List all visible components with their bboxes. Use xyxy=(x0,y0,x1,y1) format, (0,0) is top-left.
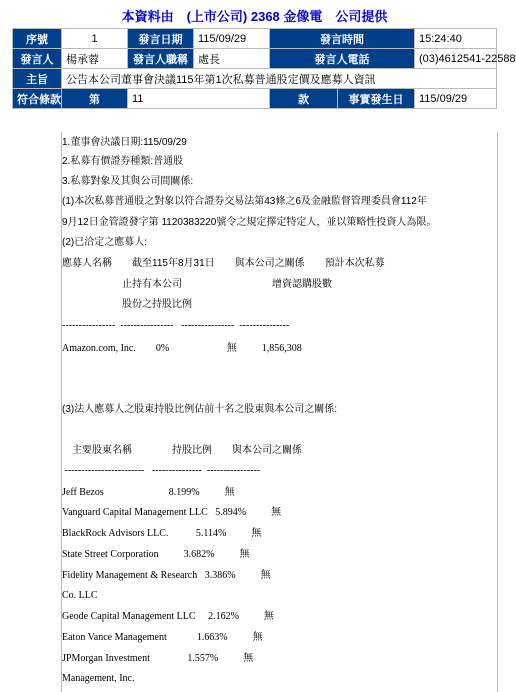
description-line: ---------------- ---------------- ---------------- --------------- xyxy=(62,320,290,331)
description-line: Geode Capital Management LLC 2.162% 無 xyxy=(62,611,274,622)
speaker-title-value: 處長 xyxy=(194,49,270,69)
description-line: ------------------------ --------------- ---------------- xyxy=(62,465,261,476)
description-line: (3)法人應募人之股東持股比例佔前十名之股東與本公司之關係: xyxy=(62,404,337,415)
description-line: 3.私募對象及其與公司間關係: xyxy=(62,176,194,187)
speaker-label: 發言人 xyxy=(13,49,62,69)
description-line: Amazon.com, Inc. 0% 無 1,856,308 xyxy=(62,343,302,354)
info-row-1 xyxy=(13,29,497,49)
info-table xyxy=(12,28,516,109)
info-row-4 xyxy=(13,89,497,109)
description-line: 1.董事會決議日期:115/09/29 xyxy=(62,137,187,148)
description-line: Jeff Bezos 8.199% 無 xyxy=(62,487,235,498)
phone-value: (03)4612541-22588 xyxy=(415,49,497,69)
description-line: (2)已洽定之應募人: xyxy=(62,237,147,248)
speaker-value: 楊承蓉 xyxy=(62,49,128,69)
speaker-title-label: 發言人職稱 xyxy=(128,49,194,69)
clause-label: 符合條款 xyxy=(13,89,62,109)
description-line: Vanguard Capital Management LLC 5.894% 無 xyxy=(62,507,282,518)
description-line: Eaton Vance Management 1.663% 無 xyxy=(62,632,263,643)
event-date-label: 事實發生日 xyxy=(338,89,415,109)
description-line: State Street Corporation 3.682% 無 xyxy=(62,549,250,560)
date-value: 115/09/29 xyxy=(194,29,270,49)
clause-prefix: 第 xyxy=(62,89,128,109)
page-title: 本資料由 (上市公司) 2368 金像電 公司提供 xyxy=(121,9,388,24)
info-row-2 xyxy=(13,49,497,69)
clause-suffix: 款 xyxy=(270,89,338,109)
description-line: 主要股東名稱 持股比例 與本公司之關係 xyxy=(62,445,302,456)
description-line: 9月12日金管證發字第 1120383220號令之規定擇定特定人，並以策略性投資人為限。 xyxy=(62,217,437,228)
phone-label: 發言人電話 xyxy=(270,49,415,69)
description-line: 股份之持股比例 xyxy=(62,299,192,310)
description-line: 止持有本公司 增資認購股數 xyxy=(62,279,332,290)
description-box xyxy=(61,132,498,692)
subject-label: 主旨 xyxy=(13,69,62,89)
description-line: (1)本次私募普通股之對象以符合證券交易法第43條之6及金融監督管理委員會112年 xyxy=(62,196,427,207)
description-line: Co. LLC xyxy=(62,590,98,601)
info-row-3 xyxy=(13,69,497,89)
seq-value: 1 xyxy=(62,29,128,49)
description-line: 2.私募有價證券種類:普通股 xyxy=(62,156,184,167)
time-label: 發言時間 xyxy=(270,29,415,49)
time-value: 15:24:40 xyxy=(415,29,497,49)
description-line: Management, Inc. xyxy=(62,673,135,684)
clause-value: 11 xyxy=(128,89,270,109)
description-line: 應募人名稱 截至115年8月31日 與本公司之關係 預計本次私募 xyxy=(62,258,385,269)
description-line: Fidelity Management & Research 3.386% 無 xyxy=(62,570,271,581)
seq-label: 序號 xyxy=(13,29,62,49)
event-date-value: 115/09/29 xyxy=(415,89,497,109)
description-line: BlackRock Advisors LLC. 5.114% 無 xyxy=(62,528,262,539)
date-label: 發言日期 xyxy=(128,29,194,49)
subject-value: 公告本公司董事會決議115年第1次私募普通股定價及應募人資訊 xyxy=(62,69,497,89)
description-line: JPMorgan Investment 1.557% 無 xyxy=(62,653,254,664)
